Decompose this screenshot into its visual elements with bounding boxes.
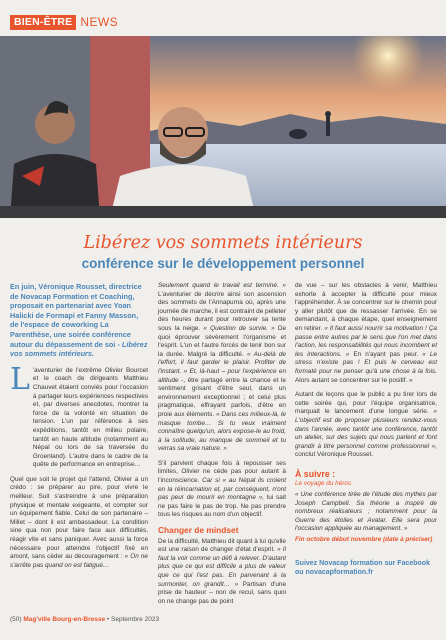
col2-q4: « Dans ces milieux-là, le masque tombe… Si tu veux vraiment connaître quelqu'un, alors expose-le au froid, à la solitude, au manque de sommeil et tu verras sa vraie nature. » xyxy=(158,410,286,453)
photo-illustration xyxy=(0,36,446,218)
magazine-brand: Mag'ville Bourg-en-Bresse xyxy=(23,616,106,623)
col2-t2: De quoi éprouver sévèrement l'organisme et l'esprit. L'un et l'autre forcés de tenir bon sur la durée. Malgré la difficulté. xyxy=(158,324,287,358)
article-title: Libérez vos sommets intérieurs xyxy=(83,233,363,253)
suivre-body: « Une conférence tirée de l'étude des mythes par Joseph Campbell. Sa théorie a inspiré de nombreux réalisateurs ; notamment pour la Guerre des étoiles et Avatar. Elle sera pour l'occasion appliquée au management. » xyxy=(295,491,437,533)
col1-p2-text: Quel que soit le projet qui l'attend, Olivier a un crédo : se préparer au pire, pour vivre le meilleur. Suit s'astreindre à une préparation physique et mentale exigeante, et compter sur un équipement fiable. Celui de son partenaire – Millet – dont il est ambassadeur. La condition sine qua non pour faire face aux difficultés, réagir vite et sans paniquer. Avec aussi la force nécessaire pour atteindre l'objectif fixé en amont, sans céder au découragement : xyxy=(10,475,148,561)
col3-q3: « L'objectif est de proposer plusieurs rendez-vous dans l'année, avec tantôt une conférence, tantôt un atelier, sur des sujets qui nous parlent et font grandir à titre personnel comme professionnel », xyxy=(295,408,437,450)
col3-t5: conclut Véronique Rousset. xyxy=(295,451,374,459)
col2-t5: lui sait ne pas faire le pas de trop. Ne pas prendre tous les risques au nom d'un objectif. xyxy=(158,494,286,519)
col3-q1: « Il faut aussi nourrir sa motivation ! Ça passe entre autres par le sens que l'on met dans l'action, les responsabilités qui nous incombent et les interactions. » xyxy=(295,324,437,358)
col3-t3: Alors autant se concentrer sur le positif. » xyxy=(295,376,413,384)
col3-paragraph-2 xyxy=(295,391,437,460)
col2-q2: « Question de survie. » xyxy=(203,324,275,332)
issue-date: • Septembre 2023 xyxy=(106,616,160,623)
section-header xyxy=(10,14,118,30)
col2-t1: L'aventurier de décrire ainsi son ascension des sommets de l'Annapurna où, après une journée de marche, il est contraint de pelleter des heures durant pour retrouver sa tente sous la neige. xyxy=(158,290,286,332)
lead-text: En juin, Véronique Rousset, directrice de Novacap Formation et Coaching, proposait en partenariat avec Yoan Halicki de Formapi et Fanny Masson, de l'espace de coworking La Parenthèse, une soirée conférence autour du dépassement de soi - xyxy=(10,282,142,349)
col3-t4: Autant de leçons que le public a pu tirer lors de cette soirée qui, pour l'équipe organisatrice, marquait le lancement d'une longue série. xyxy=(295,391,437,416)
lead-paragraph xyxy=(10,282,148,359)
col2-t7: Partisan d'une prise de hauteur – non de recul, sans quoi on ne change pas de point xyxy=(158,580,286,605)
col2-q5: Car si « au Népal ils croient en la réincarnation et, par conséquent, n'ont pas peur de mourir en montagne », xyxy=(158,477,286,502)
article-subtitle: conférence sur le développement personnel xyxy=(81,256,365,271)
col2-t3: -, être partagé entre la chance et le sentiment grisant d'être seul, dans un environnement exceptionnel ; et celui plus pragmatique, effrayant parfois, d'être en proie aux éléments. xyxy=(158,376,286,418)
column-2 xyxy=(158,282,286,612)
col3-q2: « Le stress n'existe pas ! Et puis le cerveau est formaté pour ne penser qu'à une chose à la fois. xyxy=(295,350,438,375)
social-cta: Suivez Novacap formation sur Facebook ou novacapformation.fr xyxy=(295,559,430,576)
col2-q6: « Il faut la voir comme un défi à relever. D'autant plus que ce qui est difficile a plus de valeur que ce qui l'est pas. En parvenant à la surmonter, on grandit… » xyxy=(158,546,286,588)
col2-t4: S'il parvient chaque fois à repousser ses limites, Olivier ne cède pas pour autant à l'inconscience. xyxy=(158,459,286,485)
col1-paragraph-1: 'aventurier de l'extrême Olivier Bourcet et le coach de dirigeants Matthieu Chauvet étaient conviés pour l'occasion à partager leurs expériences respectives et, par diverses anecdotes, montrer la force de la volonté en situation de tension. L'un par référence à ses expéditions, tantôt en milieu polaire, tantôt en haute altitude (notamment au Népal ou lors de sa traversée du Groenland). L'autre dans le cadre de la quête de performance en entreprise… xyxy=(32,366,149,469)
col1-p2-quote: « On ne s'arrête pas quand on est fatigué… xyxy=(10,553,148,569)
col2-q1: Seulement quand le travail est terminé. » xyxy=(158,282,286,289)
suivre-subtitle: Le voyage du héros xyxy=(295,480,352,488)
section-tag: BIEN-ÊTRE xyxy=(10,15,76,30)
article-photo xyxy=(0,36,446,218)
col2-paragraph-1 xyxy=(158,282,286,454)
section-name: NEWS xyxy=(80,15,118,29)
col3-paragraph-1 xyxy=(295,282,437,385)
suivre-heading: À suivre : xyxy=(295,468,336,479)
subheading: Changer de mindset xyxy=(158,525,239,536)
column-3 xyxy=(295,282,437,577)
col2-paragraph-2 xyxy=(158,460,286,520)
page-number: (50) xyxy=(10,616,22,623)
page-footer xyxy=(10,616,159,623)
col2-paragraph-3 xyxy=(158,538,286,607)
column-1 xyxy=(10,282,148,576)
col3-t1: de vue – sur les obstacles à venir, Matthieu exhorte à accepter la difficulté pour mieux l'appréhender. À se concentrer sur le chemin pour y aller plutôt que de ressasser l'arrivée. En se demandant, à chaque étape, quel enseignement en retirer. xyxy=(295,282,437,332)
col2-t6: De la difficulté, Matthieu dit quant à lui qu'elle est une raison de changer d'état d'esprit. xyxy=(158,537,286,554)
lead-emphasis: Libérez vos sommets intérieurs. xyxy=(10,339,148,359)
dropcap-paragraph xyxy=(10,361,149,476)
col3-t2: En n'ayant pas peur. xyxy=(353,350,419,358)
dropcap-letter: L xyxy=(10,361,30,397)
col2-q3: « Au-delà de l'effort, il faut garder le plaisir. Profiter de l'instant. » Et, là-haut – pour l'expérience en altitude xyxy=(158,350,286,384)
col1-paragraph-2 xyxy=(10,476,148,571)
suivre-date: Fin octobre début novembre (date à préciser) xyxy=(295,536,433,544)
